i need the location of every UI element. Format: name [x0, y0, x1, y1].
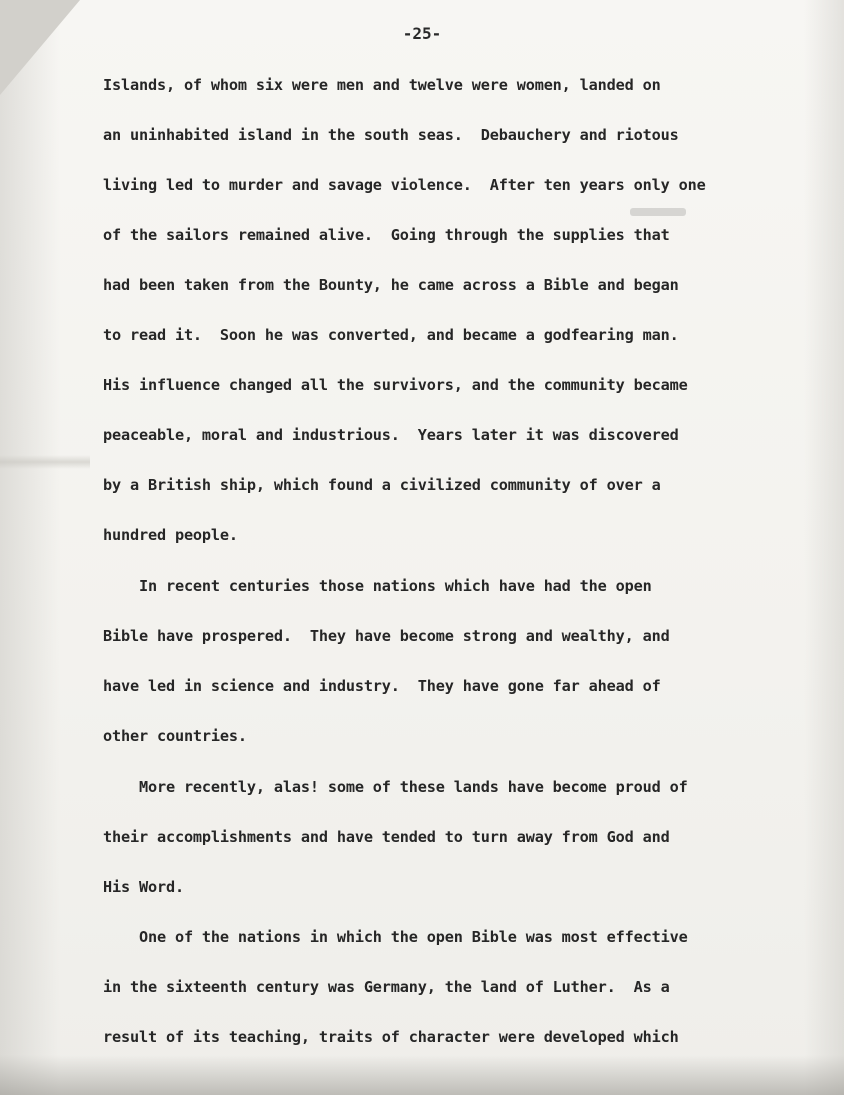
text-line: other countries.	[103, 727, 247, 745]
ink-smudge	[630, 208, 686, 216]
paper-crease	[0, 455, 90, 469]
text-line: to read it. Soon he was converted, and became a godfearing man.	[103, 326, 679, 344]
text-line: an uninhabited island in the south seas. Debauchery and riotous	[103, 126, 679, 144]
text-line: by a British ship, which found a civilized community of over a	[103, 476, 661, 494]
folded-corner	[0, 0, 80, 95]
text-line: have led in science and industry. They have gone far ahead of	[103, 677, 661, 695]
paper-edge-shadow-bottom	[0, 1055, 844, 1095]
text-line: living led to murder and savage violence. After ten years only one	[103, 176, 706, 194]
text-line: In recent centuries those nations which have had the open	[103, 577, 652, 595]
text-line: hundred people.	[103, 526, 238, 544]
text-line: result of its teaching, traits of character were developed which	[103, 1028, 679, 1046]
page-number: -25-	[402, 24, 442, 43]
text-line: of the sailors remained alive. Going through the supplies that	[103, 226, 670, 244]
text-line: His influence changed all the survivors, and the community became	[103, 376, 688, 394]
text-line: had been taken from the Bounty, he came across a Bible and began	[103, 276, 679, 294]
text-line: Bible have prospered. They have become strong and wealthy, and	[103, 627, 670, 645]
text-line: Islands, of whom six were men and twelve were women, landed on	[103, 76, 661, 94]
text-line: peaceable, moral and industrious. Years later it was discovered	[103, 426, 679, 444]
text-line: More recently, alas! some of these lands have become proud of	[103, 778, 688, 796]
text-line: His Word.	[103, 878, 184, 896]
text-line: in the sixteenth century was Germany, the land of Luther. As a	[103, 978, 670, 996]
text-line: One of the nations in which the open Bible was most effective	[103, 928, 688, 946]
paper-edge-shadow-right	[804, 0, 844, 1095]
text-line: their accomplishments and have tended to turn away from God and	[103, 828, 670, 846]
paper-edge-shadow-left	[0, 0, 60, 1095]
